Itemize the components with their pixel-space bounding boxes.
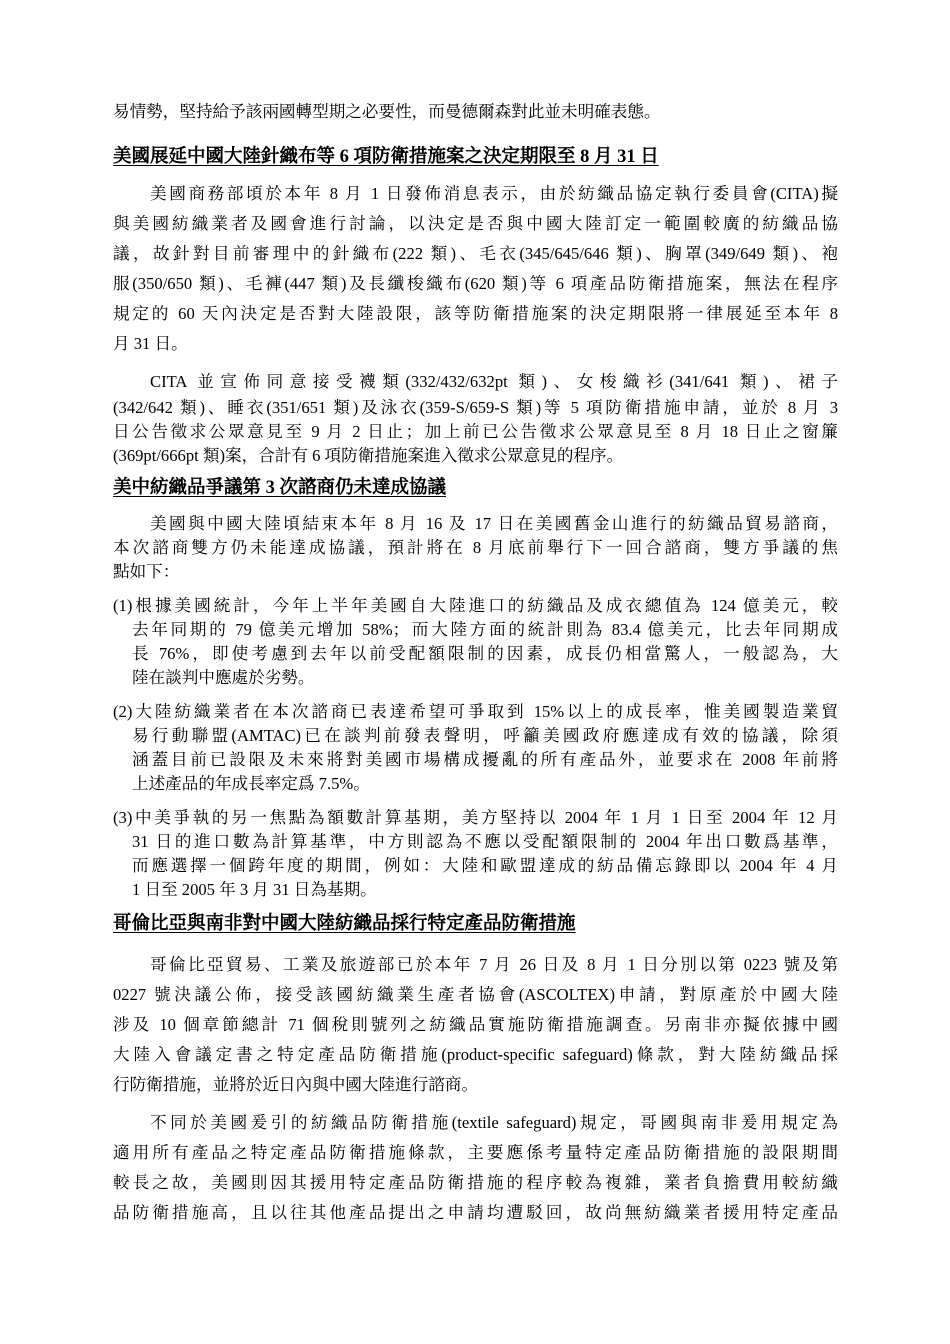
- text-line: 美國與中國大陸頃結束本年 8 月 16 及 17 日在美國舊金山進行的紡織品貿易諮商，: [150, 514, 838, 533]
- list-item-line: 1 日至 2005 年 3 月 31 日為基期。: [132, 880, 377, 899]
- text-line: 美國商務部頃於本年 8 月 1 日發佈消息表示，由於紡織品協定執行委員會(CITA)擬: [150, 184, 838, 203]
- text-line: 哥倫比亞貿易、工業及旅遊部已於本年 7 月 26 日及 8 月 1 日分別以第 0223 號及第: [150, 955, 838, 974]
- list-item-line: 上述產品的年成長率定爲 7.5%。: [132, 774, 370, 793]
- section-heading-colombia-south-africa: 哥倫比亞與南非對中國大陸紡織品採行特定產品防衛措施: [113, 914, 576, 934]
- text-line: 服(350/650 類)、毛褲(447 類)及長纖梭織布(620 類)等 6 項產品防衛措施案，無法在程序: [113, 274, 838, 293]
- section-heading-third-consultation: 美中紡織品爭議第 3 次諮商仍未達成協議: [113, 478, 447, 498]
- list-item-line: (2)大陸紡織業者在本次諮商已表達希望可爭取到 15%以上的成長率，惟美國製造業貿: [113, 702, 838, 721]
- text-line: 行防衛措施，並將於近日內與中國大陸進行諮商。: [113, 1075, 479, 1094]
- text-line: 較長之故，美國則因其援用特定產品防衛措施的程序較為複雜，業者負擔費用較紡織: [113, 1173, 838, 1192]
- text-line: 涉及 10 個章節總計 71 個稅則號列之紡織品實施防衛措施調查。另南非亦擬依據中國: [113, 1015, 838, 1034]
- section-heading-cita-extension: 美國展延中國大陸針織布等 6 項防衛措施案之決定期限至 8 月 31 日: [113, 147, 659, 167]
- list-item-line: 而應選擇一個跨年度的期間，例如：大陸和歐盟達成的紡品備忘錄即以 2004 年 4 月: [132, 856, 838, 875]
- list-item-line: 31 日的進口數為計算基準，中方則認為不應以受配額限制的 2004 年出口數爲基準，: [132, 832, 838, 851]
- text-line: 規定的 60 天內決定是否對大陸設限，該等防衛措施案的決定期限將一律展延至本年 8: [113, 304, 838, 323]
- text-line: 日公告徵求公眾意見至 9 月 2 日止；加上前已公告徵求公眾意見至 8 月 18 日止之窗簾: [113, 422, 838, 441]
- text-line: 月 31 日。: [113, 334, 188, 353]
- text-line: 不同於美國爰引的紡織品防衛措施(textile safeguard)規定，哥國與南非爰用規定為: [150, 1113, 838, 1132]
- list-item-line: (1)根據美國統計，今年上半年美國自大陸進口的紡織品及成衣總值為 124 億美元，較: [113, 596, 838, 615]
- list-item-line: (3)中美爭執的另一焦點為額數計算基期，美方堅持以 2004 年 1 月 1 日至 2004 年 12 月: [113, 808, 838, 827]
- text-line: 大陸入會議定書之特定產品防衛措施(product-specific safeguard)條款，對大陸紡織品採: [113, 1045, 838, 1064]
- text-line: 與美國紡織業者及國會進行討論，以決定是否與中國大陸訂定一範圍較廣的紡織品協: [113, 214, 838, 233]
- list-item-line: 去年同期的 79 億美元增加 58%；而大陸方面的統計則為 83.4 億美元，比去年同期成: [132, 620, 838, 639]
- text-line: 易情勢，堅持給予該兩國轉型期之必要性，而曼德爾森對此並未明確表態。: [113, 102, 661, 121]
- text-line: 點如下：: [113, 562, 180, 581]
- list-item-line: 涵蓋目前已設限及未來將對美國市場構成擾亂的所有產品外，並要求在 2008 年前將: [132, 750, 838, 769]
- text-line: 0227 號決議公佈，接受該國紡織業生產者協會(ASCOLTEX)申請，對原產於中國大陸: [113, 985, 838, 1004]
- text-line: (342/642 類)、睡衣(351/651 類)及泳衣(359-S/659-S 類)等 5 項防衛措施申請，並於 8 月 3: [113, 398, 838, 417]
- list-item-line: 陸在談判中應處於劣勢。: [132, 668, 315, 687]
- text-line: 本次諮商雙方仍未能達成協議，預計將在 8 月底前舉行下一回合諮商，雙方爭議的焦: [113, 538, 838, 557]
- text-line: 品防衛措施高，且以往其他產品提出之申請均遭駁回，故尚無紡織業者援用特定產品: [113, 1203, 838, 1222]
- text-line: CITA 並宣佈同意接受襪類(332/432/632pt 類)、女梭織衫(341/641 類)、裙子: [150, 372, 838, 391]
- list-item-line: 易行動聯盟(AMTAC)已在談判前發表聲明，呼籲美國政府應達成有效的協議，除須: [132, 726, 838, 745]
- text-line: (369pt/666pt 類)案，合計有 6 項防衛措施案進入徵求公眾意見的程序。: [113, 446, 624, 465]
- text-line: 適用所有產品之特定產品防衛措施條款，主要應係考量特定產品防衛措施的設限期間: [113, 1143, 838, 1162]
- list-item-line: 長 76%，即使考慮到去年以前受配額限制的因素，成長仍相當驚人，一般認為，大: [132, 644, 838, 663]
- text-line: 議，故針對目前審理中的針織布(222 類)、毛衣(345/645/646 類)、胸罩(349/649 類)、袍: [113, 244, 838, 263]
